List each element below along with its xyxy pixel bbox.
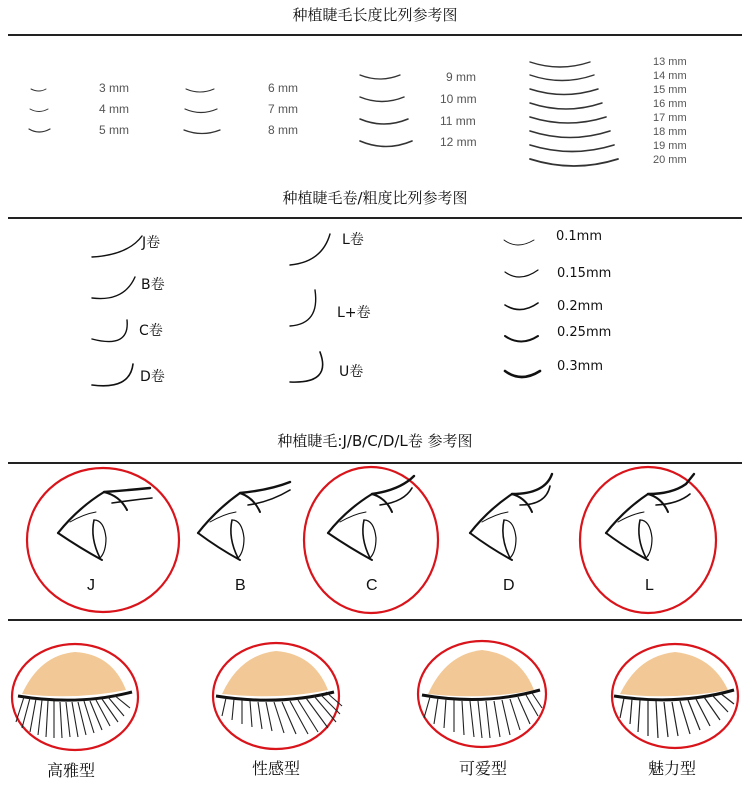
length-label: 20 mm bbox=[653, 154, 687, 166]
curl-label-lplus: L+卷 bbox=[337, 305, 371, 321]
thickness-label: 0.25mm bbox=[557, 325, 612, 340]
curl-label-d: D卷 bbox=[140, 369, 165, 385]
style-label-sexy: 性感型 bbox=[252, 759, 301, 778]
length-label: 8 mm bbox=[268, 123, 298, 137]
length-label: 14 mm bbox=[653, 70, 687, 82]
eye-label-l: L bbox=[645, 577, 654, 594]
curl-label-b: B卷 bbox=[141, 277, 165, 293]
length-label: 17 mm bbox=[653, 112, 687, 124]
length-label: 18 mm bbox=[653, 126, 687, 138]
length-label: 9 mm bbox=[446, 70, 476, 84]
length-label: 7 mm bbox=[268, 102, 298, 116]
style-label-charm: 魅力型 bbox=[648, 759, 697, 778]
curl-section-title: 种植睫毛卷/粗度比列参考图 bbox=[282, 189, 468, 207]
length-label: 6 mm bbox=[268, 81, 298, 95]
style-label-elegant: 高雅型 bbox=[47, 761, 96, 780]
length-label: 15 mm bbox=[653, 84, 687, 96]
eye-label-b: B bbox=[235, 577, 246, 594]
curl-label-c: C卷 bbox=[139, 323, 163, 339]
length-label: 19 mm bbox=[653, 140, 687, 152]
curl-label-l: L卷 bbox=[342, 232, 364, 248]
length-label: 3 mm bbox=[99, 81, 129, 95]
eye-label-d: D bbox=[503, 577, 515, 594]
length-label: 5 mm bbox=[99, 123, 129, 137]
curl-label-u: U卷 bbox=[339, 364, 364, 380]
length-label: 13 mm bbox=[653, 56, 687, 68]
thickness-label: 0.15mm bbox=[557, 266, 612, 281]
length-label: 11 mm bbox=[440, 114, 476, 128]
style-label-cute: 可爱型 bbox=[459, 759, 508, 778]
thickness-label: 0.2mm bbox=[557, 299, 604, 314]
length-label: 4 mm bbox=[99, 102, 129, 116]
thickness-label: 0.1mm bbox=[556, 229, 603, 244]
length-label: 12 mm bbox=[440, 135, 477, 149]
curl-label-j: J卷 bbox=[142, 235, 161, 251]
eye-label-j: J bbox=[87, 577, 95, 594]
thickness-label: 0.3mm bbox=[557, 359, 604, 374]
length-section-title: 种植睫毛长度比列参考图 bbox=[292, 6, 458, 24]
eye-label-c: C bbox=[366, 577, 378, 594]
eye-section-title: 种植睫毛:J/B/C/D/L卷 参考图 bbox=[277, 432, 473, 450]
length-label: 16 mm bbox=[653, 98, 687, 110]
length-label: 10 mm bbox=[440, 92, 477, 106]
